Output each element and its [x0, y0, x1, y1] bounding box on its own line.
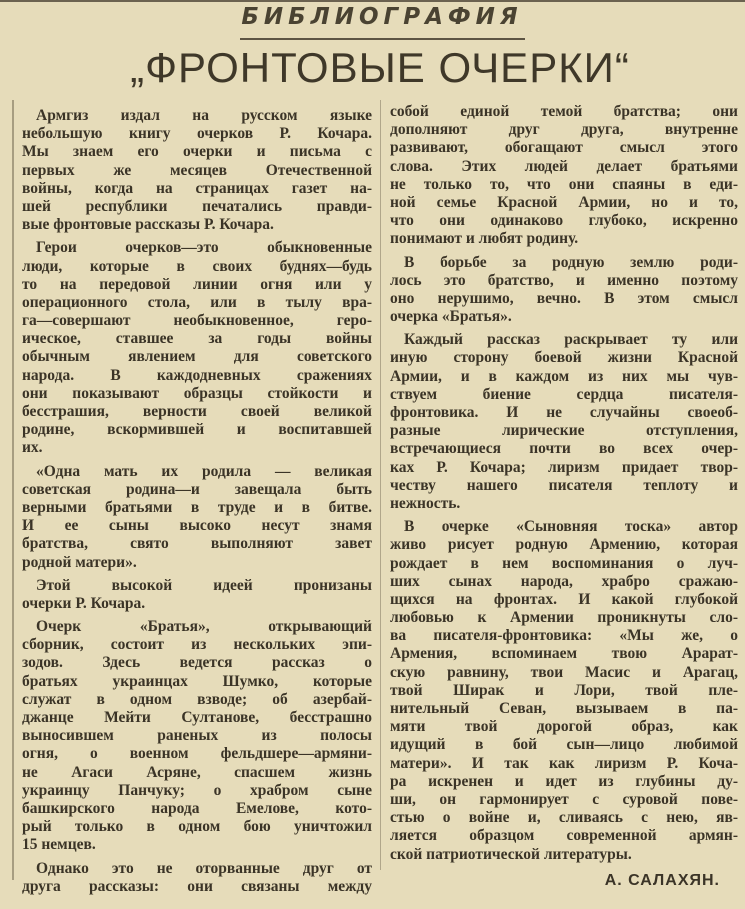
left-column-rule	[12, 100, 14, 880]
text-line: огня, о военном фельдшере—армяни-	[22, 745, 372, 763]
text-line: ской патриотической литературы.	[390, 845, 632, 863]
text-line: встречающиеся почти во всех очер-	[390, 440, 738, 458]
text-line: Мы знаем его очерки и письма с	[22, 143, 372, 161]
text-line: «Одна мать их родила — великая	[36, 462, 372, 480]
text-line: честву нашего писателя теплоту и	[390, 476, 738, 494]
text-line: братства, свято выполняют завет	[22, 535, 372, 553]
text-line: матери». И так как лиризм Р. Коча-	[390, 754, 738, 772]
text-line: люди, которые в своих буднях—будь	[22, 257, 372, 275]
article-paragraph	[390, 103, 738, 249]
text-line: твой Ширак и Лори, твой пле-	[390, 681, 738, 699]
text-line: что они одинаково глубоко, искренно	[390, 212, 738, 230]
text-line: не только то, что они спаяны в еди-	[390, 175, 738, 193]
article-column-right	[390, 103, 738, 890]
text-line: украинцу Панчуку; о храбром сыне	[22, 781, 372, 799]
text-line: Армения, вспоминаем твою Арарат-	[390, 645, 738, 663]
text-line: ра искренен и идет из глубины ду-	[390, 772, 738, 790]
text-line: вые фронтовые рассказы Р. Кочара.	[22, 216, 274, 234]
text-line: то на передовой линии огня или у	[22, 275, 372, 293]
text-line: нежность.	[390, 494, 461, 512]
text-line: верными братьями в труде и в битве.	[22, 498, 372, 516]
text-line: Каждый рассказ раскрывает ту или	[404, 331, 738, 349]
article-paragraph	[22, 618, 372, 854]
text-line: братьях украинцах Шумко, которые	[22, 672, 372, 690]
text-line: стью о войне и, сливаясь с нею, яв-	[390, 809, 738, 827]
text-line: собой единой темой братства; они	[390, 103, 738, 120]
article-paragraph	[390, 331, 738, 513]
text-line: первых же месяцев Отечественной	[22, 161, 372, 179]
text-line: дополняют друг друга, внутренне	[390, 121, 738, 139]
text-line: родной матери».	[22, 553, 137, 571]
text-line: фронтовика. И не случайны своеоб-	[390, 404, 738, 421]
section-rubric: БИБЛИОГРАФИЯ	[241, 4, 523, 30]
text-line: Очерк «Братья», открывающий	[36, 618, 372, 636]
text-line: операционного стола, или в тылу вра-	[22, 293, 372, 311]
text-line: скую равнину, твои Масис и Арагац,	[390, 663, 738, 681]
text-line: живо рисует родную Армению, которая	[390, 536, 738, 554]
text-line: джанце Мейти Султанове, бесстрашно	[22, 709, 372, 726]
text-line: они показывают образцы стойкости и	[22, 384, 372, 402]
text-line: мяти твой дорогой образ, как	[390, 718, 738, 736]
text-line: ствуем биение сердца писателя-	[390, 385, 738, 403]
text-line: очерка «Братья».	[390, 308, 512, 326]
text-line: га—совершают необыкновенное, геро-	[22, 312, 372, 330]
text-line: Армгиз издал на русском языке	[36, 107, 372, 124]
text-line: иную сторону боевой жизни Красной	[390, 349, 738, 367]
article-paragraph	[390, 518, 738, 864]
text-line: служат в одном взводе; об азербай-	[22, 690, 372, 708]
text-line: И ее сыны высоко несут знамя	[22, 517, 372, 535]
rubric-underline	[240, 38, 525, 40]
text-line: зодов. Здесь ведется рассказ о	[22, 654, 372, 672]
text-line: лось это братство, и именно поэтому	[390, 271, 738, 289]
text-line: 15 немцев.	[22, 836, 96, 854]
text-line: бесстрашия, верности своей великой	[22, 403, 372, 420]
text-line: обычным явлением для советского	[22, 348, 372, 366]
text-line: Герои очерков—это обыкновенные	[36, 239, 372, 257]
article-paragraph	[22, 577, 372, 613]
top-rule	[0, 0, 745, 2]
article-paragraph	[22, 239, 372, 457]
text-line: очерки Р. Кочара.	[22, 594, 146, 612]
column-divider	[380, 100, 381, 870]
text-line: башкирского народа Емелове, кото-	[22, 799, 372, 817]
text-line: ших сынах народа, храбро сражаю-	[390, 572, 738, 590]
text-line: ной семье Красной Армии, но и то,	[390, 193, 738, 211]
text-line: ическое, ставшее за годы войны	[22, 330, 372, 348]
text-line: слова. Этих людей делает братьями	[390, 157, 738, 175]
text-line: не Агаси Асряне, спасшем жизнь	[22, 763, 372, 781]
text-line: любовью к Армении проникнуты сло-	[390, 609, 738, 627]
text-line: друга рассказы: они связаны между	[22, 877, 372, 895]
text-line: нительный Севан, вызываем в па-	[390, 700, 738, 717]
article-paragraph	[390, 254, 738, 327]
text-line: рый только в одном бою уничтожил	[22, 818, 372, 836]
text-line: Армии, и в каждом из них мы чув-	[390, 367, 738, 385]
text-line: рождает в нем воспоминания о луч-	[390, 554, 738, 572]
text-line: ши, он гармонирует с суровой пове-	[390, 790, 738, 808]
text-line: разные лирические отступления,	[390, 422, 738, 440]
text-line: В очерке «Сыновняя тоска» автор	[404, 518, 738, 536]
text-line: идущий в бой сын—лицо любимой	[390, 736, 738, 754]
text-line: войны, когда на страницах газет на-	[22, 179, 372, 197]
column-body	[390, 103, 738, 864]
text-line: выносившем раненых из полосы	[22, 727, 372, 745]
text-line: их.	[22, 439, 43, 457]
text-line: В борьбе за родную землю роди-	[404, 253, 738, 271]
text-line: развивают, обогащают смысл этого	[390, 139, 738, 157]
text-line: небольшую книгу очерков Р. Кочара.	[22, 125, 372, 143]
text-line: понимают и любят родину.	[390, 230, 579, 248]
text-line: ва писателя-фронтовика: «Мы же, о	[390, 627, 738, 645]
author-signature: А. САЛАХЯН.	[604, 871, 720, 889]
text-line: Этой высокой идеей пронизаны	[36, 576, 372, 594]
text-line: родине, вскормившей и воспитавшей	[22, 421, 372, 439]
text-line: ляется образцом современной армян-	[390, 827, 738, 845]
article-column-left	[22, 107, 372, 901]
text-line: Однако это не оторванные друг от	[36, 859, 372, 877]
article-title: „ФРОНТОВЫЕ ОЧЕРКИ“	[130, 44, 630, 91]
text-line: ках Р. Кочара; лиризм придает твор-	[390, 458, 738, 476]
text-line: оно нерушимо, вечно. В этом смысл	[390, 289, 738, 307]
article-paragraph	[22, 107, 372, 234]
text-line: щихся на фронтах. И какой глубокой	[390, 590, 738, 608]
article-paragraph	[22, 463, 372, 572]
text-line: народа. В каждодневных сражениях	[22, 366, 372, 384]
text-line: сборник, состоит из нескольких эпи-	[22, 636, 372, 654]
text-line: шей республики печатались правди-	[22, 197, 372, 215]
text-line: советская родина—и завещала быть	[22, 480, 372, 498]
article-paragraph	[22, 860, 372, 896]
